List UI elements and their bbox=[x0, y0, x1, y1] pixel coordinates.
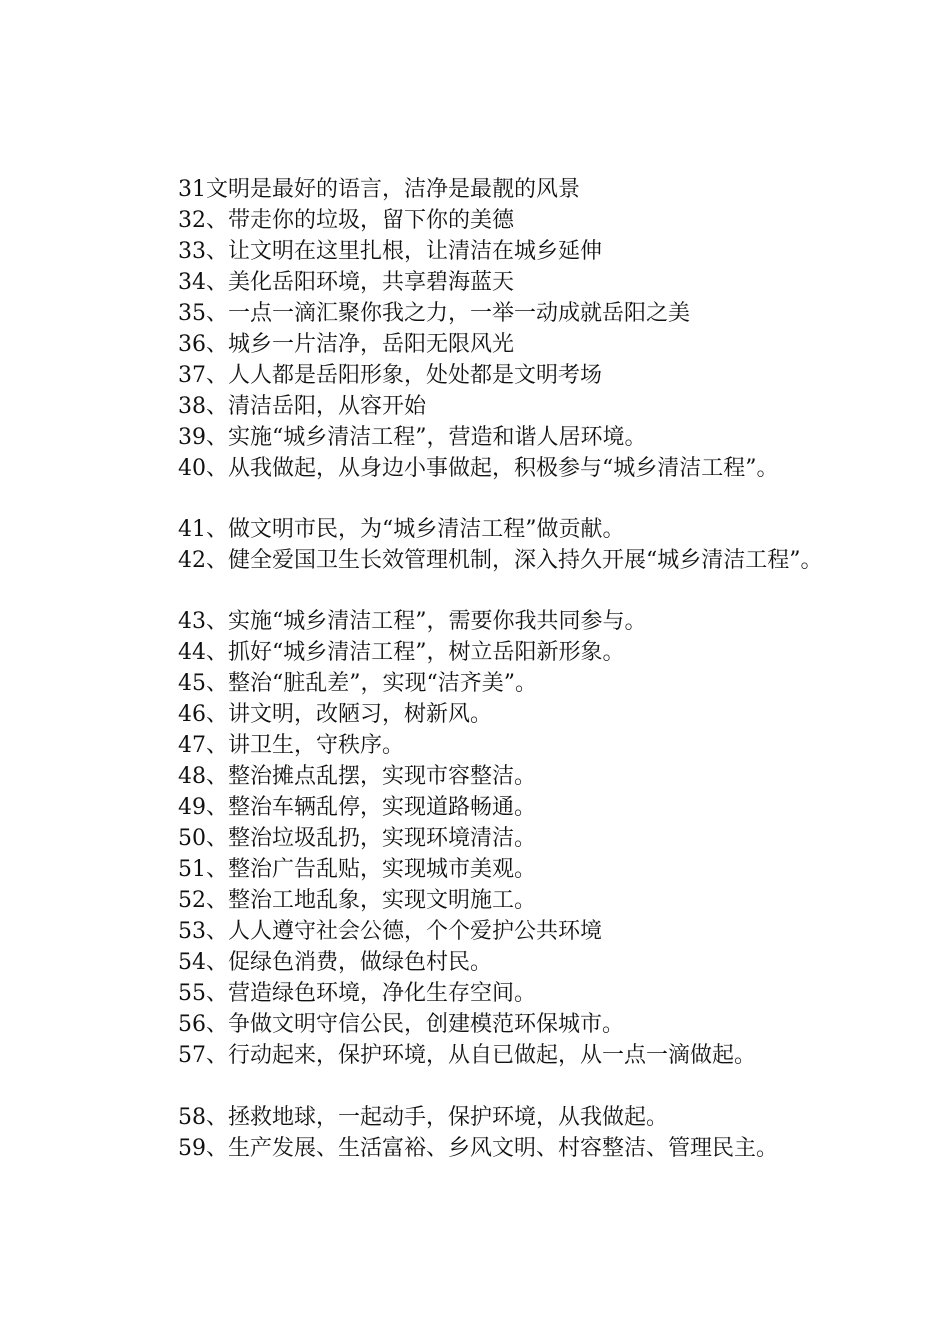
slogan-line-31: 31文明是最好的语言，洁净是最靓的风景 bbox=[178, 177, 580, 202]
slogan-line-41: 41、做文明市民，为“城乡清洁工程”做贡献。 bbox=[178, 517, 625, 542]
slogan-line-49: 49、整治车辆乱停，实现道路畅通。 bbox=[178, 795, 536, 820]
slogan-line-57: 57、行动起来，保护环境，从自已做起，从一点一滴做起。 bbox=[178, 1043, 756, 1068]
slogan-line-32: 32、带走你的垃圾，留下你的美德 bbox=[178, 208, 514, 233]
slogan-line-53: 53、人人遵守社会公德，个个爱护公共环境 bbox=[178, 919, 602, 944]
slogan-line-35: 35、一点一滴汇聚你我之力，一举一动成就岳阳之美 bbox=[178, 301, 690, 326]
slogan-line-37: 37、人人都是岳阳形象，处处都是文明考场 bbox=[178, 363, 602, 388]
slogan-line-34: 34、美化岳阳环境，共享碧海蓝天 bbox=[178, 270, 514, 295]
slogan-line-45: 45、整治“脏乱差”，实现“洁齐美”。 bbox=[178, 671, 537, 696]
slogan-line-40: 40、从我做起，从身边小事做起，积极参与“城乡清洁工程”。 bbox=[178, 456, 779, 481]
slogan-line-50: 50、整治垃圾乱扔，实现环境清洁。 bbox=[178, 826, 536, 851]
slogan-line-38: 38、清洁岳阳，从容开始 bbox=[178, 394, 426, 419]
slogan-line-43: 43、实施“城乡清洁工程”，需要你我共同参与。 bbox=[178, 609, 647, 634]
slogan-line-51: 51、整治广告乱贴，实现城市美观。 bbox=[178, 857, 536, 882]
slogan-line-47: 47、讲卫生，守秩序。 bbox=[178, 733, 404, 758]
slogan-line-33: 33、让文明在这里扎根，让清洁在城乡延伸 bbox=[178, 239, 602, 264]
slogan-line-56: 56、争做文明守信公民，创建模范环保城市。 bbox=[178, 1012, 624, 1037]
slogan-line-54: 54、促绿色消费，做绿色村民。 bbox=[178, 950, 492, 975]
slogan-line-48: 48、整治摊点乱摆，实现市容整洁。 bbox=[178, 764, 536, 789]
slogan-line-44: 44、抓好“城乡清洁工程”，树立岳阳新形象。 bbox=[178, 640, 625, 665]
slogan-line-39: 39、实施“城乡清洁工程”，营造和谐人居环境。 bbox=[178, 425, 647, 450]
slogan-line-36: 36、城乡一片洁净，岳阳无限风光 bbox=[178, 332, 514, 357]
slogan-line-52: 52、整治工地乱象，实现文明施工。 bbox=[178, 888, 536, 913]
slogan-line-55: 55、营造绿色环境，净化生存空间。 bbox=[178, 981, 536, 1006]
slogan-line-58: 58、拯救地球，一起动手，保护环境，从我做起。 bbox=[178, 1105, 668, 1130]
slogan-line-42: 42、健全爱国卫生长效管理机制，深入持久开展“城乡清洁工程”。 bbox=[178, 548, 823, 573]
slogan-line-46: 46、讲文明，改陋习，树新风。 bbox=[178, 702, 492, 727]
slogan-line-59: 59、生产发展、生活富裕、乡风文明、村容整洁、管理民主。 bbox=[178, 1136, 778, 1161]
